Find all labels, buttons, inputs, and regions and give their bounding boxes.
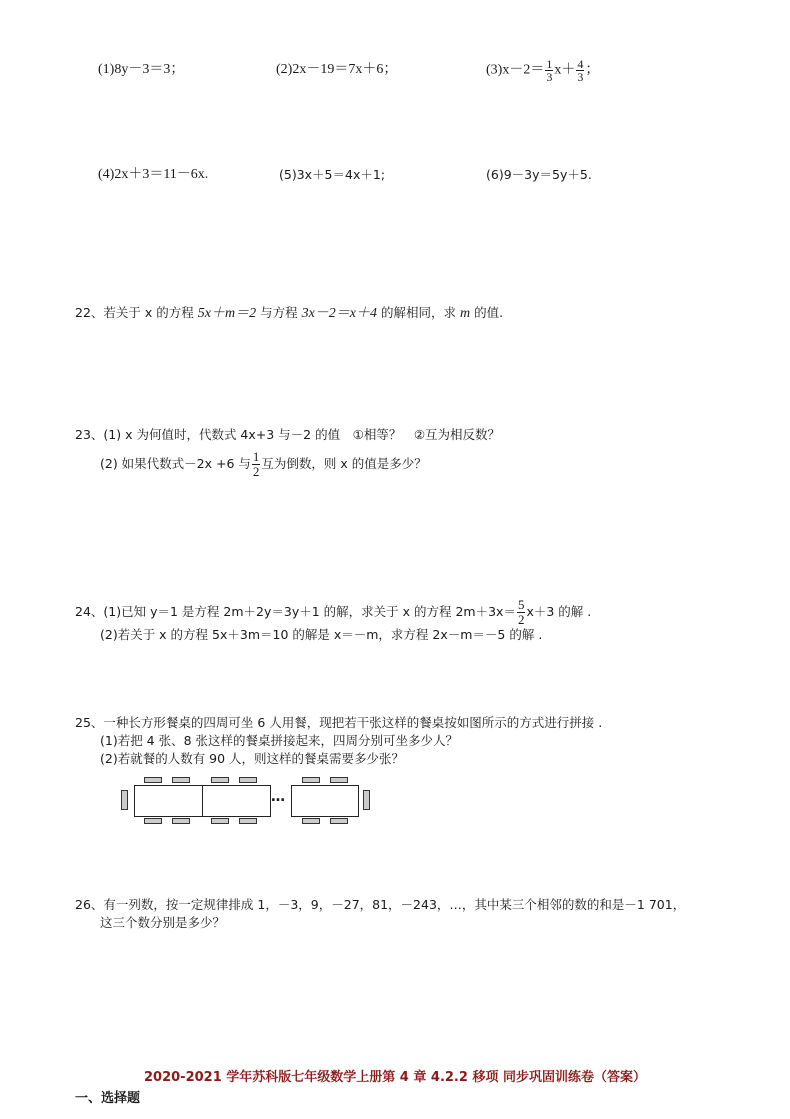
table-arrangement-figure (118, 777, 378, 827)
fraction-numerator: 1 (546, 57, 553, 71)
exercise-3-suffix: ； (585, 62, 600, 78)
dining-table (291, 785, 359, 817)
chair (363, 790, 370, 810)
chair (211, 777, 229, 783)
question-23-part-2 (100, 450, 427, 479)
chair (121, 790, 128, 810)
exercise-3-fraction-2 (576, 58, 584, 83)
question-23-part-1: 23、(1) x 为何值时，代数式 4x+3 与－2 的值 ①相等？ ②互为相反数？ (75, 427, 501, 442)
chair (330, 818, 348, 824)
question-24-part-2: (2)若关于 x 的方程 5x＋3m＝10 的解是 x＝－m，求方程 2x－m＝－5 的解 . (100, 627, 543, 642)
q22-variable: m (459, 306, 471, 321)
fraction-denominator: 3 (577, 70, 584, 84)
q22-equation-2: 3x－2＝x＋4 (301, 306, 377, 321)
chair (144, 818, 162, 824)
chair (144, 777, 162, 783)
fraction-numerator: 4 (577, 57, 584, 71)
q24-text-a: 24、(1)已知 y＝1 是方程 2m＋2y＝3y＋1 的解，求关于 x 的方程 2m＋3x＝ (75, 604, 516, 619)
answer-section-title: 2020-2021 学年苏科版七年级数学上册第 4 章 4.2.2 移项 同步巩固训练卷（答案） (144, 1070, 646, 1085)
question-24-part-1 (75, 598, 591, 627)
chair (330, 777, 348, 783)
question-26-line-2: 这三个数分别是多少？ (100, 915, 226, 930)
exercise-6: (6)9－3y＝5y＋5. (486, 167, 592, 182)
fraction-numerator: 1 (252, 449, 260, 464)
q22-text-c: 的解相同，求 (380, 305, 456, 320)
chair (172, 818, 190, 824)
question-26-line-1: 26、有一列数，按一定规律排成 1，－3，9，－27，81，－243，…，其中某三个相邻的数的和是－1 701， (75, 897, 686, 912)
section-heading: 一、选择题 (75, 1091, 141, 1106)
q23-text-b: 互为倒数，则 x 的值是多少？ (261, 456, 427, 471)
exercise-3-fraction-1 (545, 58, 553, 83)
fraction-numerator: 5 (517, 597, 525, 612)
exercise-5: (5)3x＋5＝4x＋1; (279, 167, 386, 182)
exercise-3-mid: x＋ (554, 62, 576, 78)
exercise-3 (486, 58, 599, 83)
question-22 (75, 303, 503, 324)
exercise-3-prefix: (3)x－2＝ (486, 62, 545, 78)
q22-text-b: 与方程 (260, 305, 298, 320)
fraction-denominator: 2 (517, 612, 525, 627)
dining-table (134, 785, 203, 817)
chair (302, 777, 320, 783)
chair (239, 777, 257, 783)
q24-fraction (517, 598, 526, 627)
exercise-1: (1)8y－3＝3； (98, 62, 185, 77)
fraction-denominator: 3 (546, 70, 553, 84)
dining-table (202, 785, 271, 817)
fraction-denominator: 2 (252, 464, 260, 479)
q22-text-a: 22、若关于 x 的方程 (75, 305, 194, 320)
q24-text-b: x＋3 的解 . (526, 604, 592, 619)
exercise-2: (2)2x－19＝7x＋6； (276, 62, 398, 77)
exercise-4: (4)2x＋3＝11－6x. (98, 167, 209, 182)
q22-text-d: 的值. (474, 305, 504, 320)
chair (172, 777, 190, 783)
ellipsis: … (271, 789, 286, 805)
q23-fraction (252, 450, 261, 479)
question-25-part-2: (2)若就餐的人数有 90 人，则这样的餐桌需要多少张？ (100, 751, 405, 766)
chair (239, 818, 257, 824)
chair (302, 818, 320, 824)
q22-equation-1: 5x＋m＝2 (197, 306, 257, 321)
chair (211, 818, 229, 824)
question-25-intro: 25、一种长方形餐桌的四周可坐 6 人用餐，现把若干张这样的餐桌按如图所示的方式进行拼接 . (75, 715, 603, 730)
q23-text-a: (2) 如果代数式－2x +6 与 (100, 456, 251, 471)
question-25-part-1: (1)若把 4 张、8 张这样的餐桌拼接起来，四周分别可坐多少人？ (100, 733, 459, 748)
